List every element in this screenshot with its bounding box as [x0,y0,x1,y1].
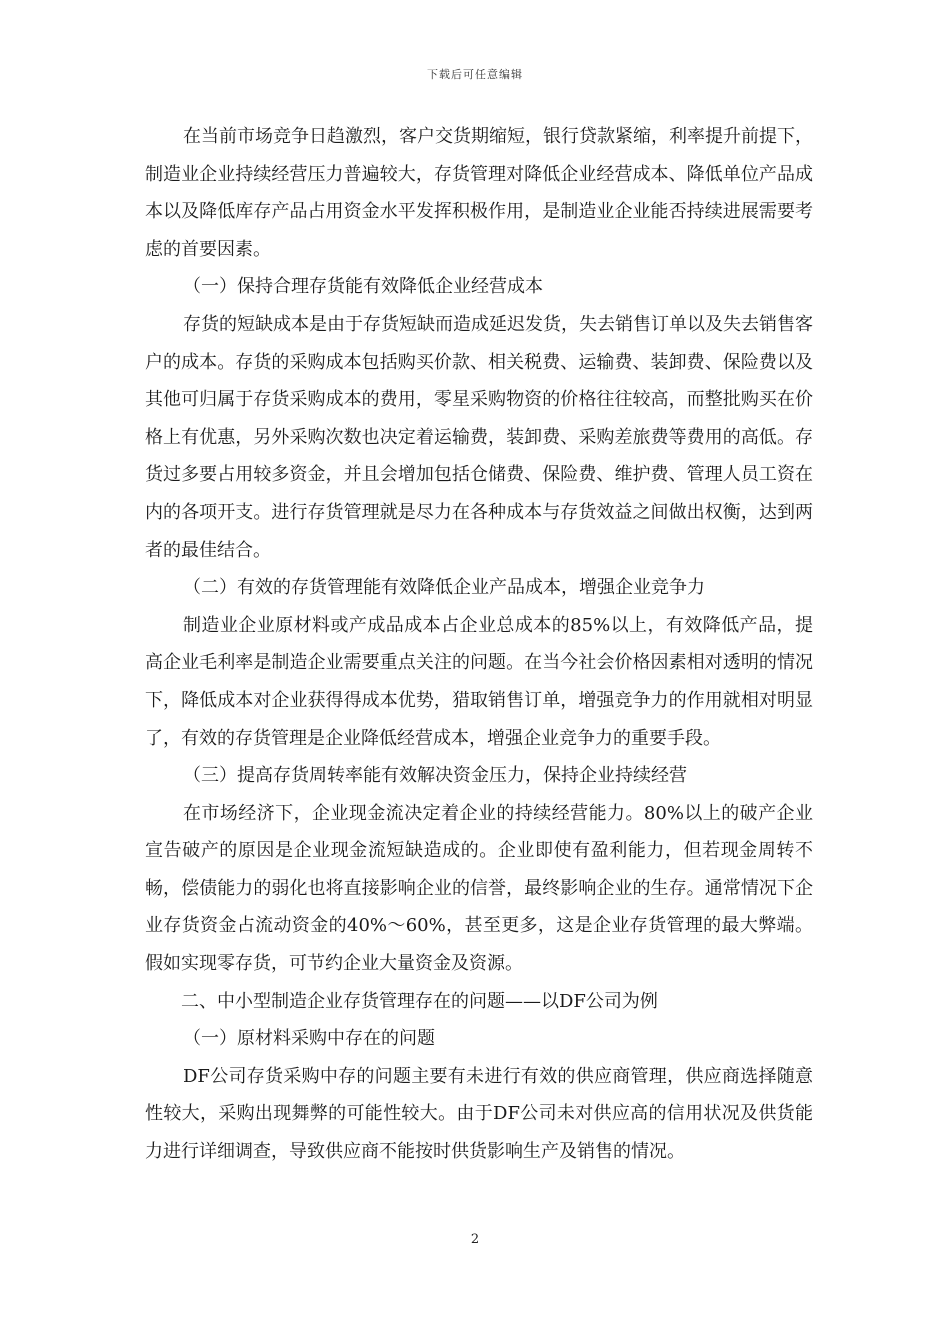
section-heading-2: 二、中小型制造企业存货管理存在的问题——以DF公司为例 [181,990,658,1012]
paragraph-df-company: DF公司存货采购中存的问题主要有未进行有效的供应商管理，供应商选择随意性较大，采购出现舞弊的可能性较大。由于DF公司未对供应高的信用状况及供货能力进行详细调查，导致供应商不能按时供货影响生产及销售的情况。 [145,1065,813,1163]
paragraph-cash-flow: 在市场经济下，企业现金流决定着企业的持续经营能力。80%以上的破产企业宣告破产的原因是企业现金流短缺造成的。企业即使有盈利能力，但若现金周转不畅，偿债能力的弱化也将直接影响企业的信誉，最终影响企业的生存。通常情况下企业存货资金占流动资金的40%～60%，甚至更多，这是企业存货管理的最大弊端。假如实现零存货，可节约企业大量资金及资源。 [145,802,813,975]
paragraph-product-cost: 制造业企业原材料或产成品成本占企业总成本的85%以上，有效降低产品，提高企业毛利率是制造企业需要重点关注的问题。在当今社会价格因素相对透明的情况下，降低成本对企业获得得成本优势，猎取销售订单，增强竞争力的作用就相对明显了，有效的存货管理是企业降低经营成本，增强企业竞争力的重要手段。 [145,614,813,749]
document-body [145,118,813,1171]
subheading-raw-materials: （一）原材料采购中存在的问题 [183,1028,435,1050]
paragraph-shortage-cost: 存货的短缺成本是由于存货短缺而造成延迟发货，失去销售订单以及失去销售客户的成本。存货的采购成本包括购买价款、相关税费、运输费、装卸费、保险费以及其他可归属于存货采购成本的费用，零星采购物资的价格往往较高，而整批购买在价格上有优惠，另外采购次数也决定着运输费，装卸费、采购差旅费等费用的高低。存货过多要占用较多资金，并且会增加包括仓储费、保险费、维护费、管理人员工资在内的各项开支。进行存货管理就是尽力在各种成本与存货效益之间做出权衡，达到两者的最佳结合。 [145,313,813,561]
subheading-1: （一）保持合理存货能有效降低企业经营成本 [183,276,543,298]
header-note: 下载后可任意编辑 [427,68,523,81]
page-number: 2 [470,1232,480,1247]
subheading-2: （二）有效的存货管理能有效降低企业产品成本，增强企业竞争力 [183,577,705,599]
subheading-3: （三）提高存货周转率能有效解决资金压力，保持企业持续经营 [183,765,687,787]
paragraph-intro: 在当前市场竞争日趋激烈，客户交货期缩短，银行贷款紧缩，利率提升前提下，制造业企业持续经营压力普遍较大，存货管理对降低企业经营成本、降低单位产品成本以及降低库存产品占用资金水平发挥积极作用，是制造业企业能否持续进展需要考虑的首要因素。 [145,126,813,260]
